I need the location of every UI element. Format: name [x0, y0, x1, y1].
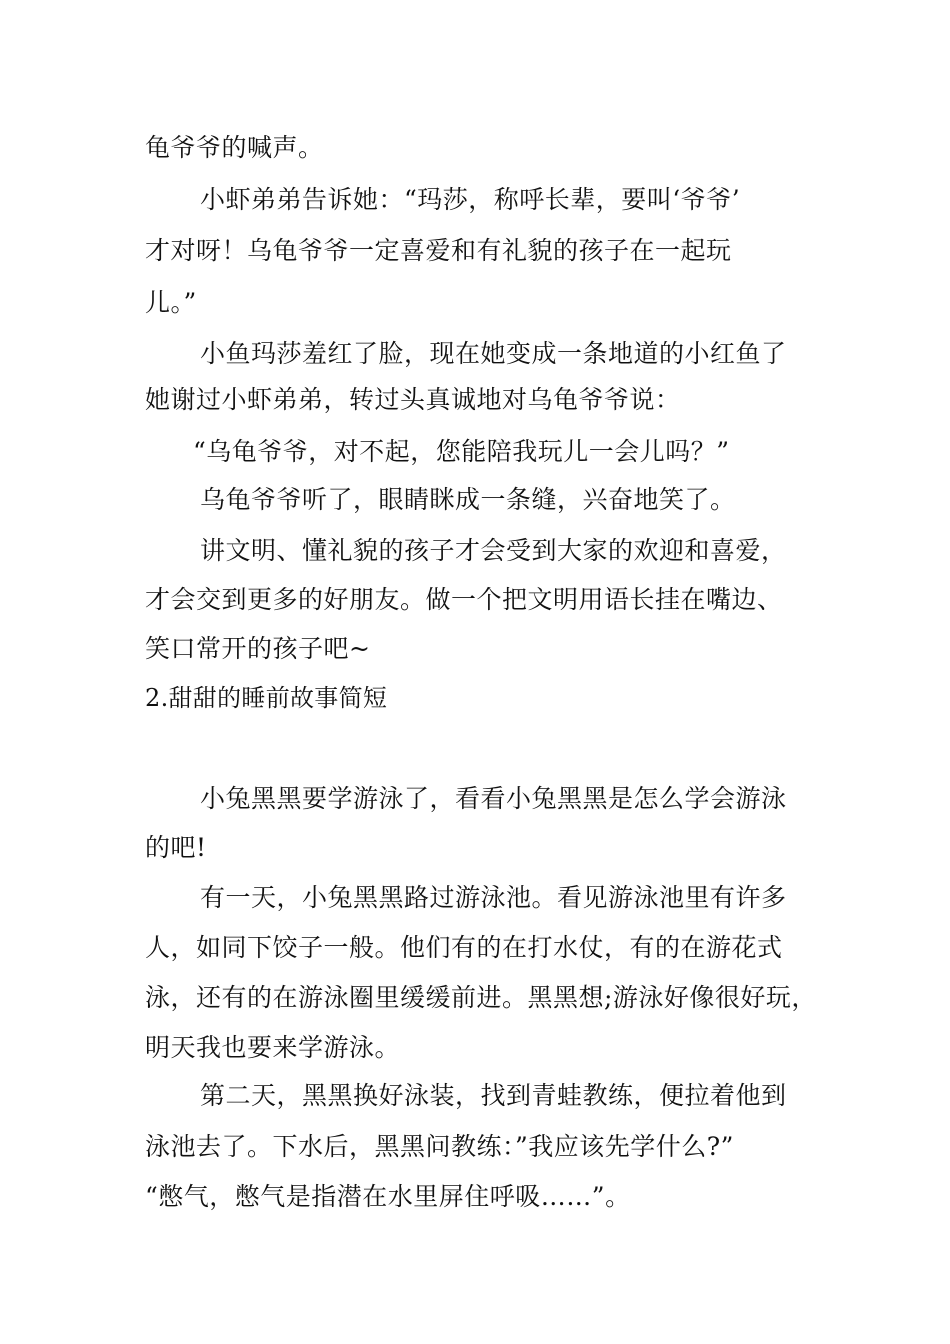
text-line: 的吧! [145, 833, 207, 862]
text-line: 小鱼玛莎羞红了脸，现在她变成一条地道的小红鱼了 [200, 339, 787, 368]
text-line: 才会交到更多的好朋友。做一个把文明用语长挂在嘴边、 [145, 585, 783, 614]
text-line: 她谢过小虾弟弟，转过头真诚地对乌龟爷爷说： [145, 385, 681, 414]
text-line: “乌龟爷爷，对不起，您能陪我玩儿一会儿吗？” [193, 437, 730, 466]
text-line: 泳，还有的在游泳圈里缓缓前进。黑黑想;游泳好像很好玩， [145, 983, 817, 1012]
text-line: 笑口常开的孩子吧~ [145, 634, 371, 663]
text-line: 有一天，小兔黑黑路过游泳池。看见游泳池里有许多 [200, 883, 787, 912]
text-line: 儿。” [145, 288, 197, 317]
text-line: 才对呀！乌龟爷爷一定喜爱和有礼貌的孩子在一起玩 [145, 236, 732, 265]
text-line: 第二天，黑黑换好泳装，找到青蛙教练，便拉着他到 [200, 1081, 787, 1110]
text-line: 小兔黑黑要学游泳了，看看小兔黑黑是怎么学会游泳 [200, 784, 787, 813]
text-line: 龟爷爷的喊声。 [145, 133, 324, 162]
text-line: 讲文明、懂礼貌的孩子才会受到大家的欢迎和喜爱， [200, 536, 787, 565]
section-heading: 2.甜甜的睡前故事简短 [145, 684, 388, 712]
text-line: 乌龟爷爷听了，眼睛眯成一条缝，兴奋地笑了。 [200, 485, 736, 514]
text-line: 人，如同下饺子一般。他们有的在打水仗，有的在游花式 [145, 933, 783, 962]
text-line: 小虾弟弟告诉她：“玛莎，称呼长辈，要叫‘爷爷’ [200, 185, 741, 214]
text-line: 明天我也要来学游泳。 [145, 1033, 401, 1062]
text-line: “憋气，憋气是指潜在水里屏住呼吸……”。 [145, 1182, 631, 1211]
text-line: 泳池去了。下水后，黑黑问教练：”我应该先学什么?” [145, 1132, 734, 1161]
